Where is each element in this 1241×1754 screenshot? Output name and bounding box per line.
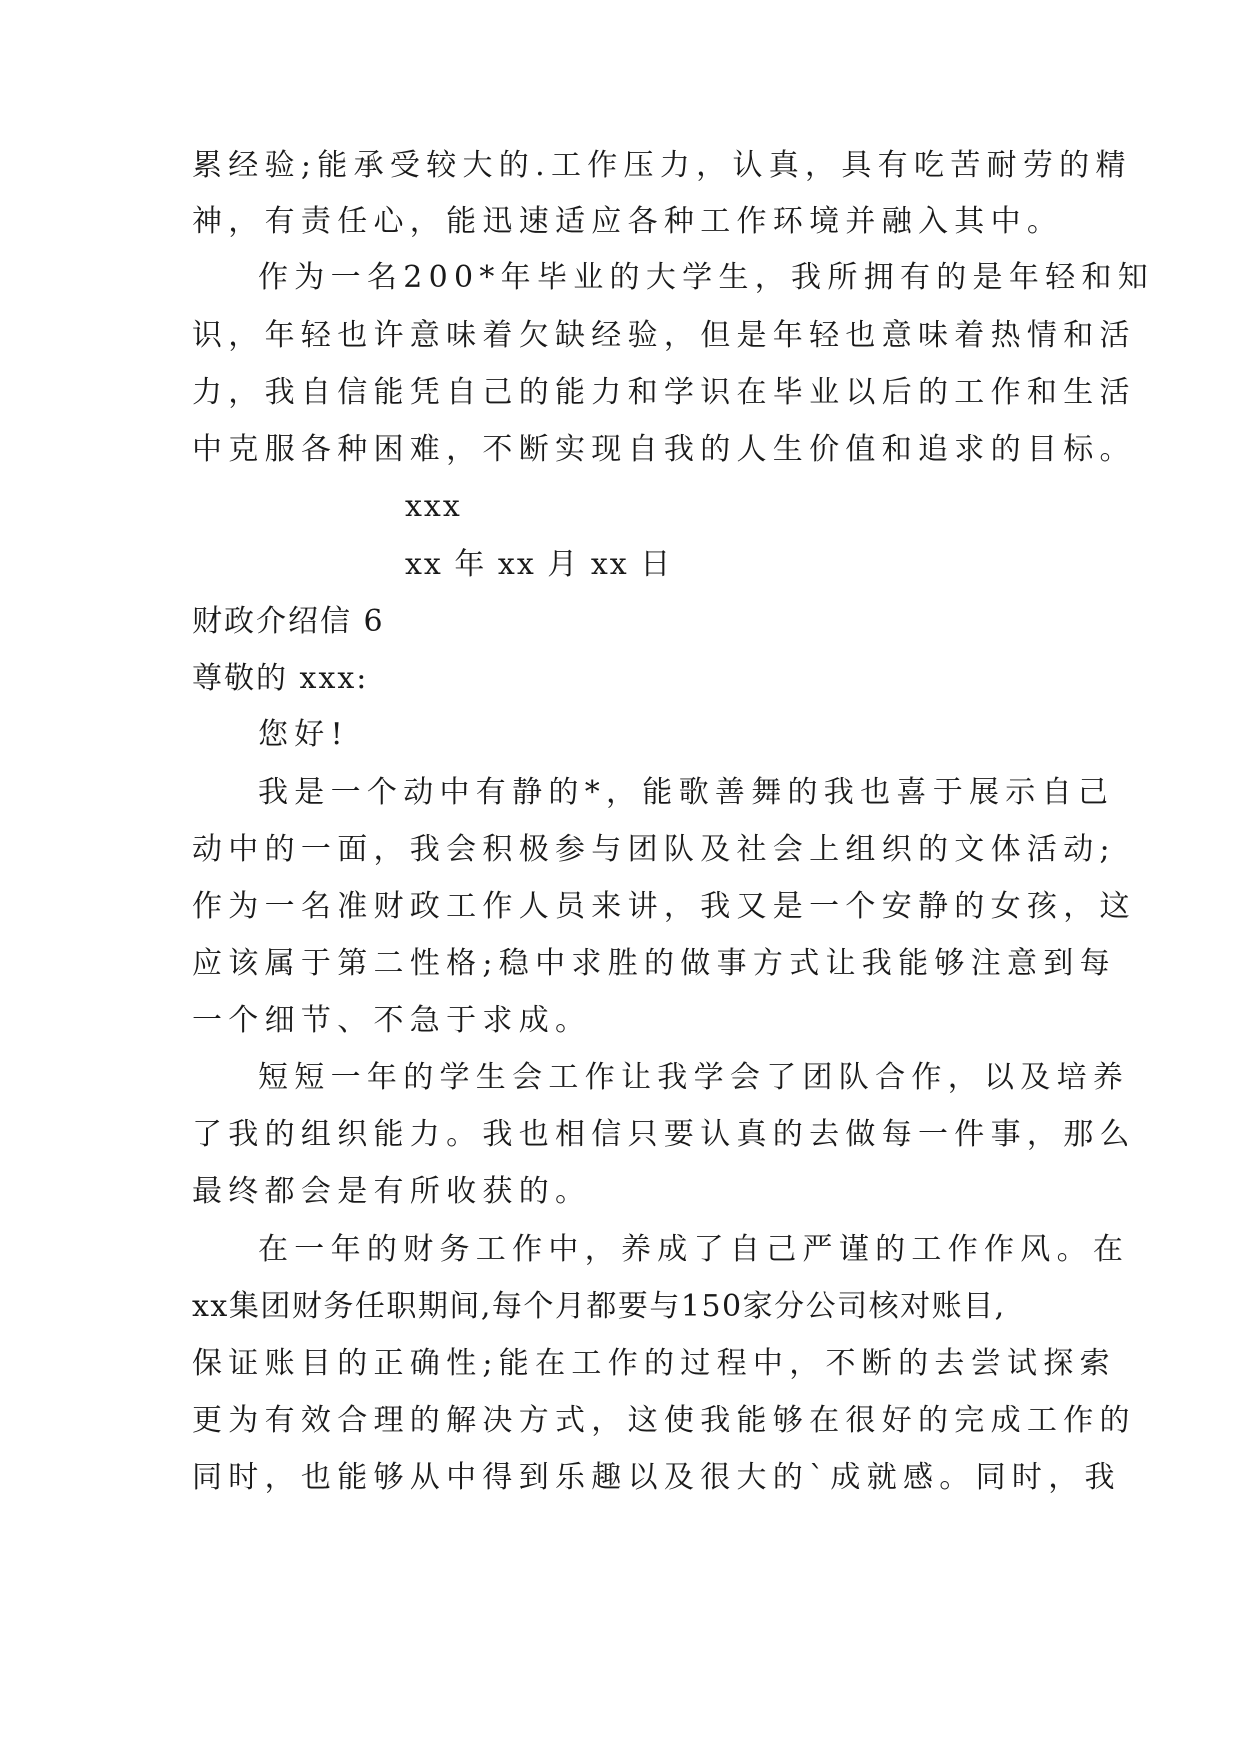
text-line: 神，有责任心，能迅速适应各种工作环境并融入其中。 (192, 204, 1064, 239)
salutation: 尊敬的 xxx: (192, 661, 369, 696)
text-line: 作为一名准财政工作人员来讲，我又是一个安静的女孩，这 (192, 889, 1136, 924)
text-line: 一个细节、不急于求成。 (192, 1003, 592, 1038)
paragraph-line: 我是一个动中有静的*，能歌善舞的我也喜于展示自己 (258, 775, 1115, 810)
text-line: 累经验;能承受较大的.工作压力，认真，具有吃苦耐劳的精 (192, 148, 1132, 183)
text-line: 识，年轻也许意味着欠缺经验，但是年轻也意味着热情和活 (192, 318, 1136, 353)
text-line: 了我的组织能力。我也相信只要认真的去做每一件事，那么 (192, 1117, 1136, 1152)
text-line: xx集团财务任职期间,每个月都要与150家分公司核对账目, (192, 1289, 1006, 1324)
greeting: 您好! (258, 717, 349, 752)
paragraph-line: 在一年的财务工作中，养成了自己严谨的工作作风。在 (258, 1232, 1130, 1267)
text-line: 同时，也能够从中得到乐趣以及很大的`成就感。同时，我 (192, 1460, 1121, 1495)
paragraph-line: 短短一年的学生会工作让我学会了团队合作，以及培养 (258, 1060, 1130, 1095)
text-line: 保证账目的正确性;能在工作的过程中，不断的去尝试探索 (192, 1346, 1116, 1381)
section-title: 财政介绍信 6 (192, 604, 385, 639)
text-line: 动中的一面，我会积极参与团队及社会上组织的文体活动; (192, 832, 1116, 867)
text-line: 中克服各种困难，不断实现自我的人生价值和追求的目标。 (192, 432, 1136, 467)
text-line: 应该属于第二性格;稳中求胜的做事方式让我能够注意到每 (192, 946, 1116, 981)
paragraph-line: 作为一名200*年毕业的大学生，我所拥有的是年轻和知 (258, 260, 1155, 295)
signature-name: xxx (405, 489, 462, 524)
text-line: 更为有效合理的解决方式，这使我能够在很好的完成工作的 (192, 1403, 1136, 1438)
signature-date: xx 年 xx 月 xx 日 (405, 547, 673, 582)
text-line: 最终都会是有所收获的。 (192, 1174, 592, 1209)
text-line: 力，我自信能凭自己的能力和学识在毕业以后的工作和生活 (192, 375, 1136, 410)
